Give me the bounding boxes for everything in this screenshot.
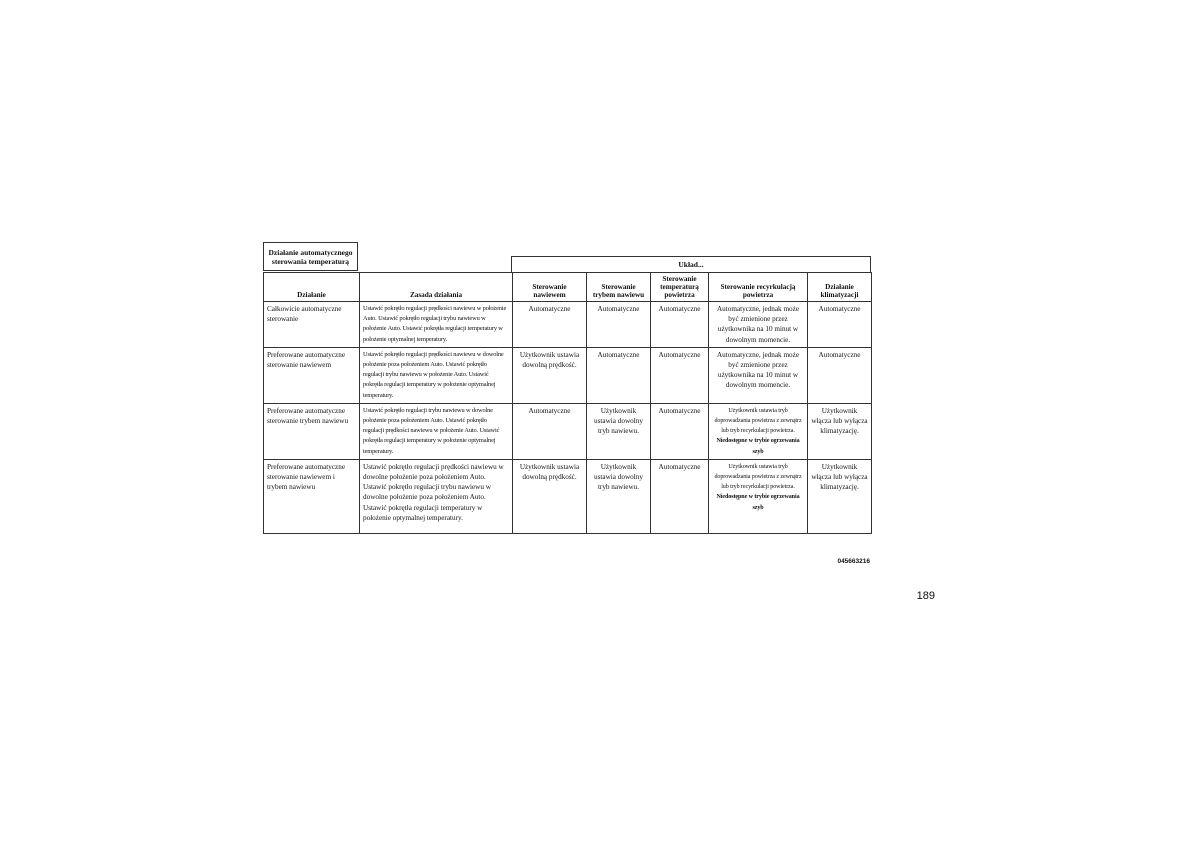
cell-temperatura: Automatyczne [651, 347, 709, 403]
cell-recyrkulacja [709, 347, 808, 403]
cell-nawiew: Automatyczne [513, 302, 587, 348]
cell-temperatura: Automatyczne [651, 403, 709, 459]
cell-recyrkulacja-text: Automatyczne, jednak może być zmienione przez użytkownika na 10 minut w dowolnym momencie. [716, 305, 800, 344]
cell-nawiew: Użytkownik ustawia dowolną prędkość. [513, 459, 587, 533]
group-header-auto-temperature: Działanie automatycznego sterowania temperaturą [263, 242, 358, 271]
cell-zasada: Ustawić pokrętło regulacji prędkości nawiewu w dowolne położenie poza położeniem Auto. Ustawić pokrętło regulacji trybu nawiewu w dowolne położenie poza położeniem Auto. Ustawić pokrętła regulacji temperatury w położenie optymalnej temperatury. [360, 459, 513, 533]
cell-recyrkulacja-text: Automatyczne, jednak może być zmienione przez użytkownika na 10 minut w dowolnym momencie. [716, 350, 800, 390]
cell-temperatura: Automatyczne [651, 302, 709, 348]
cell-recyrkulacja-note: Niedostępne w trybie ogrzewania szyb [716, 438, 800, 455]
col-header-temperatura: Sterowanie temperaturą powietrza [651, 273, 709, 302]
col-header-tryb: Sterowanie trybem nawiewu [587, 273, 651, 302]
col-header-klimatyzacja: Działanie klimatyzacji [808, 273, 872, 302]
table-group-headers [263, 242, 871, 272]
group-header-uklad: Układ... [511, 256, 871, 273]
col-header-dzialanie: Działanie [264, 273, 360, 302]
cell-temperatura: Automatyczne [651, 459, 709, 533]
cell-zasada: Ustawić pokrętło regulacji prędkości nawiewu w dowolne położenie poza położeniem Auto. Ustawić pokrętło regulacji trybu nawiewu w położenie Auto. Ustawić pokrętła regulacji temperatury w położenie optymalnej temperatury. [360, 347, 513, 403]
table-row [264, 403, 872, 459]
cell-recyrkulacja-note: Niedostępne w trybie ogrzewania szyb [716, 494, 800, 511]
cell-tryb: Automatyczne [587, 302, 651, 348]
cell-recyrkulacja [709, 459, 808, 533]
cell-dzialanie: Preferowane automatyczne sterowanie nawiewem i trybem nawiewu [264, 459, 360, 533]
cell-tryb: Użytkownik ustawia dowolny tryb nawiewu. [587, 459, 651, 533]
cell-dzialanie: Preferowane automatyczne sterowanie nawiewem [264, 347, 360, 403]
cell-tryb: Automatyczne [587, 347, 651, 403]
cell-recyrkulacja [709, 403, 808, 459]
cell-klimatyzacja: Automatyczne [808, 302, 872, 348]
col-header-recyrkulacja: Sterowanie recyrkulacją powietrza [709, 273, 808, 302]
cell-zasada: Ustawić pokrętło regulacji trybu nawiewu w dowolne położenie poza położeniem Auto. Ustawić pokrętło regulacji prędkości nawiewu w położenie Auto. Ustawić pokrętła regulacji temperatury w położenie optymalnej temperatury. [360, 403, 513, 459]
cell-recyrkulacja [709, 302, 808, 348]
cell-klimatyzacja: Użytkownik włącza lub wyłącza klimatyzację. [808, 403, 872, 459]
cell-klimatyzacja: Użytkownik włącza lub wyłącza klimatyzację. [808, 459, 872, 533]
figure-code: 045663216 [837, 558, 870, 565]
climate-table-sheet [263, 242, 871, 534]
cell-recyrkulacja-text: Użytkownik ustawia tryb doprowadzania powietrza z zewnątrz lub tryb recyrkulacji powietrza. [714, 407, 802, 435]
cell-dzialanie: Preferowane automatyczne sterowanie trybem nawiewu [264, 403, 360, 459]
cell-zasada: Ustawić pokrętło regulacji prędkości nawiewu w położenie Auto. Ustawić pokrętło regulacji trybu nawiewu w położenie Auto. Ustawić pokrętła regulacji temperatury w położenie optymalnej temperatury. [360, 302, 513, 348]
table-row [264, 459, 872, 533]
page-number: 189 [916, 590, 935, 602]
cell-nawiew: Użytkownik ustawia dowolną prędkość. [513, 347, 587, 403]
cell-nawiew: Automatyczne [513, 403, 587, 459]
cell-tryb: Użytkownik ustawia dowolny tryb nawiewu. [587, 403, 651, 459]
col-header-zasada: Zasada działania [360, 273, 513, 302]
climate-control-table [263, 272, 872, 534]
table-row [264, 302, 872, 348]
table-header-row [264, 273, 872, 302]
col-header-nawiew: Sterowanie nawiewem [513, 273, 587, 302]
table-row [264, 347, 872, 403]
cell-recyrkulacja-text: Użytkownik ustawia tryb doprowadzania powietrza z zewnątrz lub tryb recyrkulacji powietrza. [714, 463, 802, 491]
cell-dzialanie: Całkowicie automatyczne sterowanie [264, 302, 360, 348]
cell-klimatyzacja: Automatyczne [808, 347, 872, 403]
